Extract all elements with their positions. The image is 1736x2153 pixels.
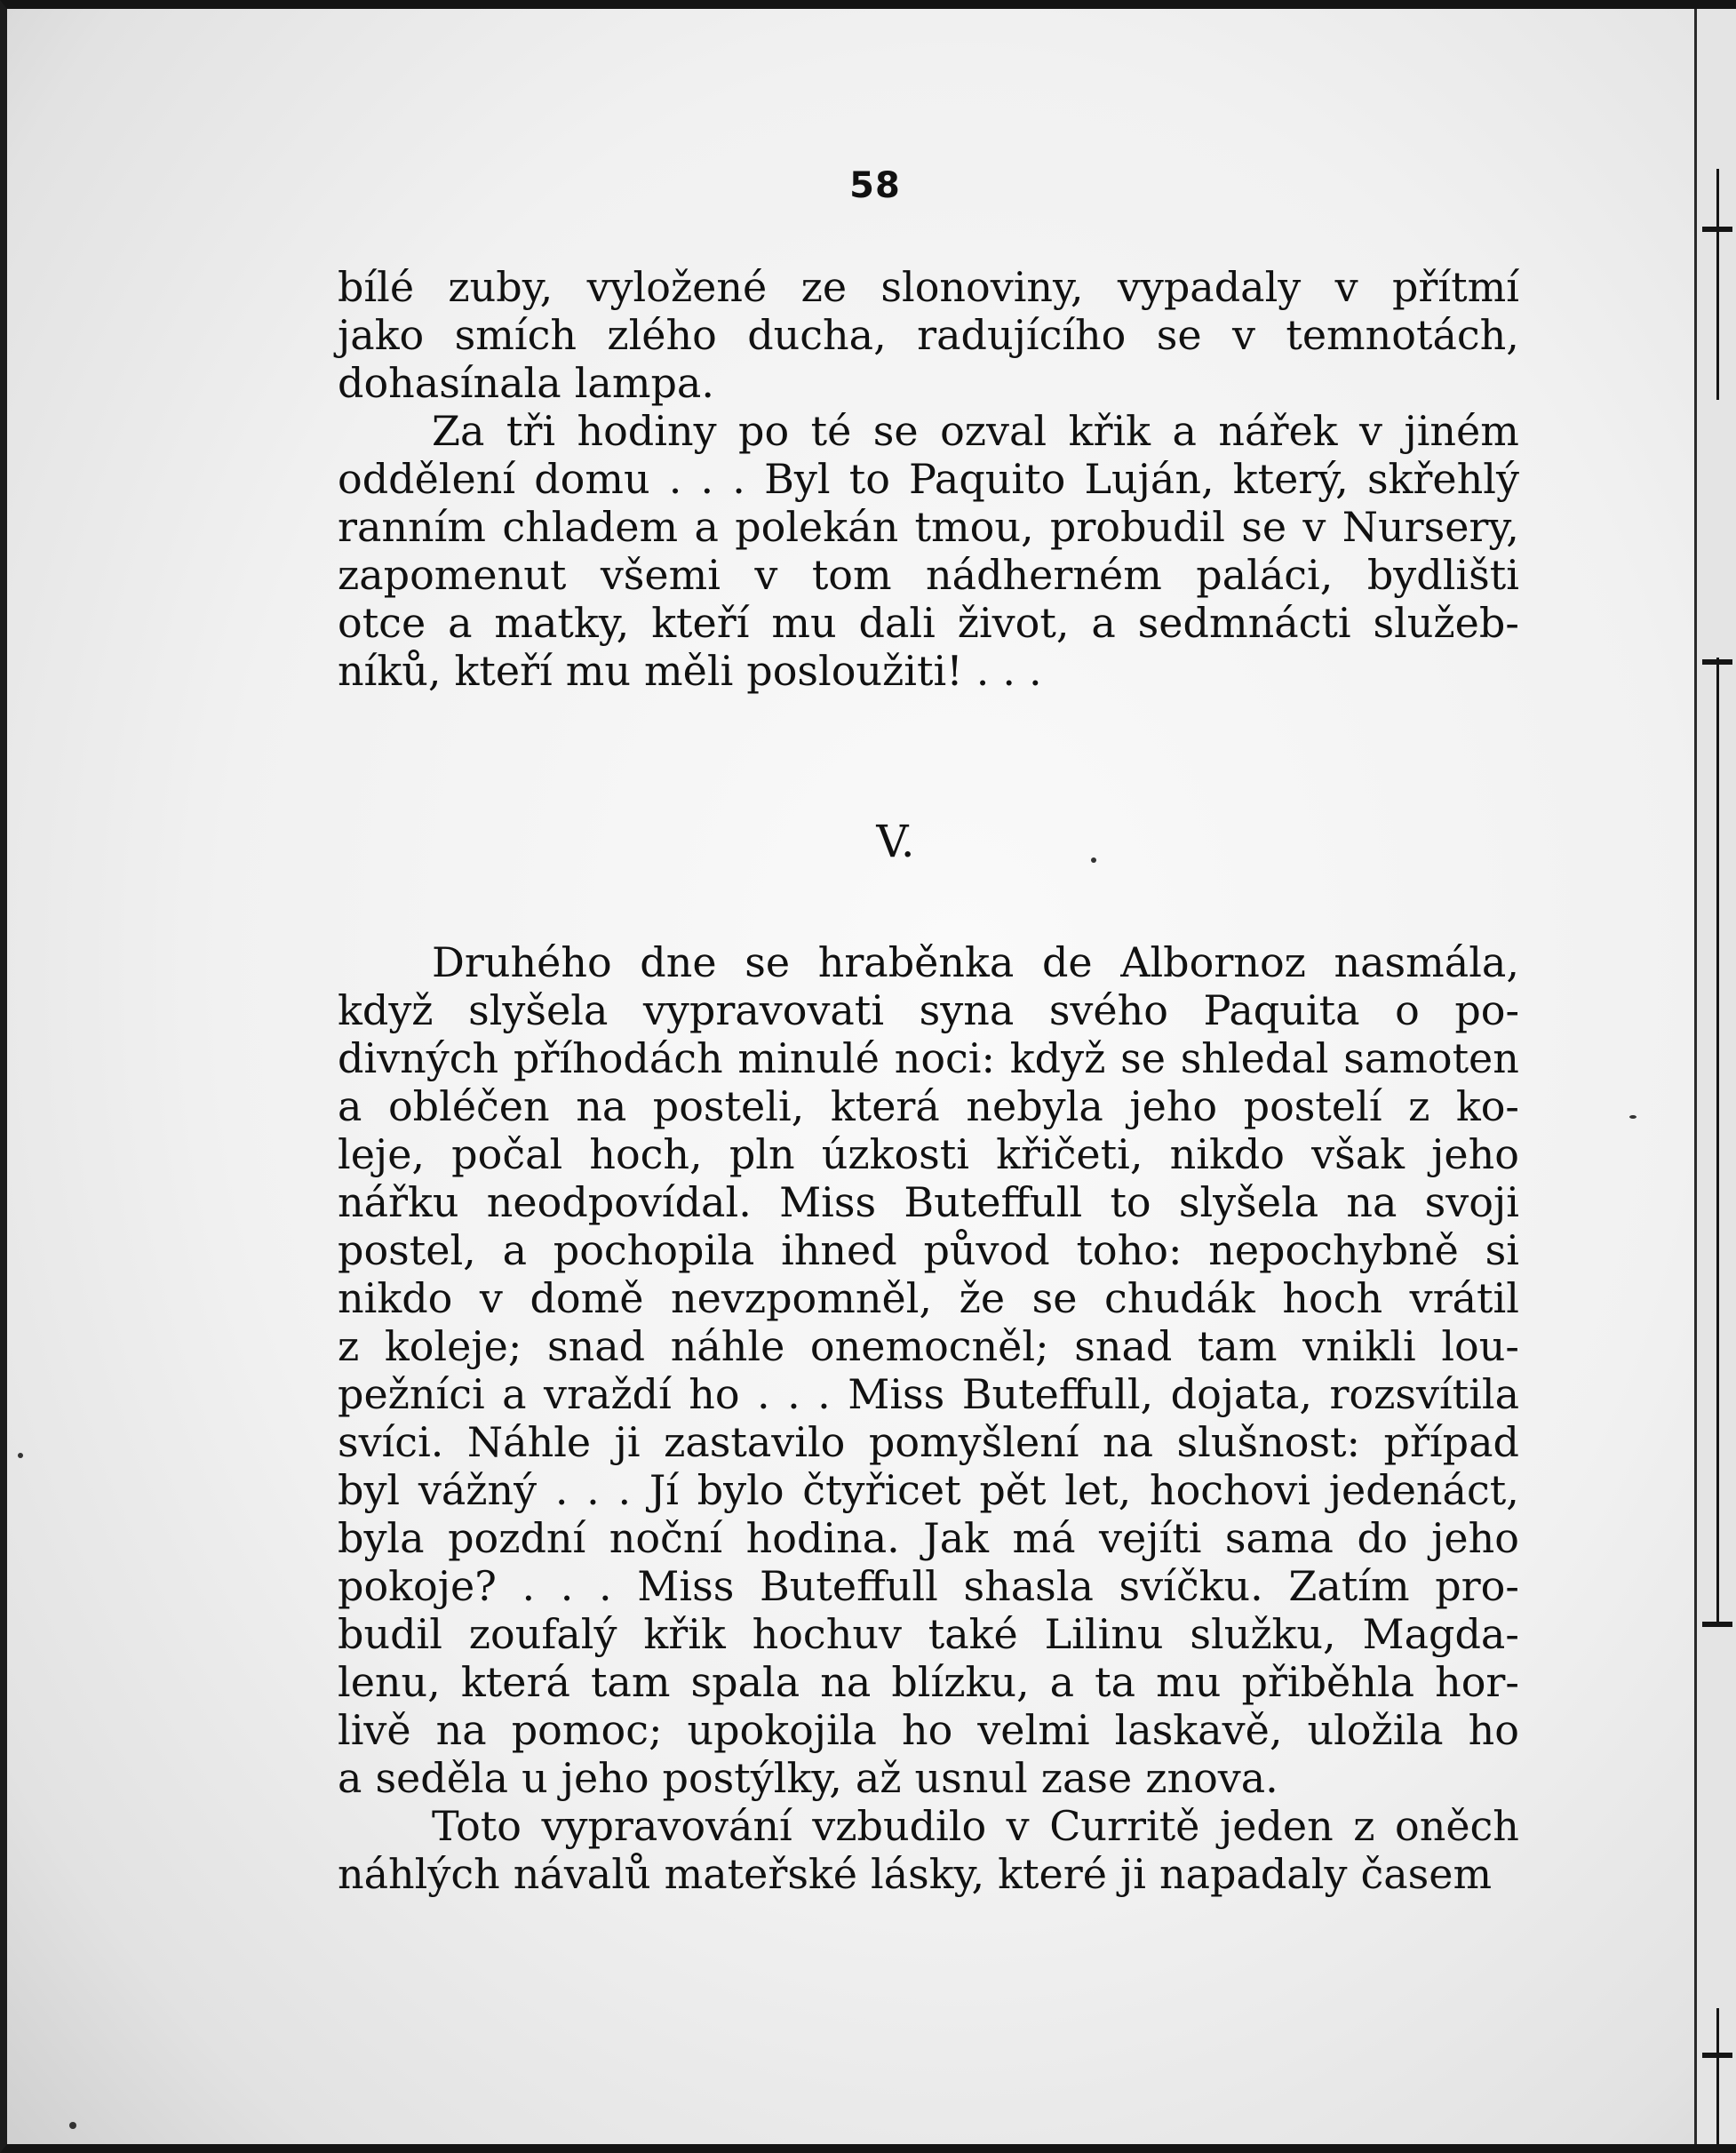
text-line: byl vážný . . . Jí bylo čtyřicet pět let, hochovi jedenáct, [338, 1466, 1519, 1514]
paragraph [338, 1802, 1519, 1898]
text-line: otce a matky, kteří mu dali život, a sedmnácti služeb- [338, 599, 1519, 647]
text-line: níků, kteří mu měli posloužiti! . . . [338, 647, 1042, 695]
text-line: jako smích zlého ducha, radujícího se v temnotách, [338, 311, 1519, 359]
text-line: postel, a pochopila ihned původ toho: nepochybně si [338, 1226, 1519, 1274]
text-line: když slyšela vypravovati syna svého Paquita o po- [338, 986, 1519, 1034]
text-line: byla pozdní noční hodina. Jak má vejíti sama do jeho [338, 1514, 1519, 1562]
text-line: Za tři hodiny po té se ozval křik a nářek v jiném [432, 407, 1519, 455]
text-line: Druhého dne se hraběnka de Albornoz nasmála, [432, 938, 1519, 986]
page-edge-band [1694, 9, 1736, 2144]
text-line: divných příhodách minulé noci: když se shledal samoten [338, 1034, 1519, 1082]
paper-speck [18, 1453, 23, 1458]
edge-tick [1702, 227, 1732, 232]
text-line: livě na pomoc; upokojila ho velmi laskavě, uložila ho [338, 1706, 1519, 1754]
edge-tick [1702, 659, 1732, 665]
text-line: nikdo v domě nevzpomněl, že se chudák hoch vrátil [338, 1274, 1519, 1322]
text-line: pokoje? . . . Miss Buteffull shasla svíčku. Zatím pro- [338, 1562, 1519, 1610]
paper-speck [1629, 1115, 1636, 1119]
paper-speck [69, 2122, 76, 2129]
edge-tick [1702, 2053, 1732, 2058]
text-line: lenu, která tam spala na blízku, a ta mu přiběhla hor- [338, 1658, 1519, 1706]
text-line: náhlých návalů mateřské lásky, které ji napadaly časem [338, 1850, 1493, 1898]
edge-tick [1702, 1622, 1732, 1627]
text-line: ranním chladem a polekán tmou, probudil se v Nursery, [338, 503, 1519, 551]
page-number: 58 [849, 165, 901, 206]
paragraph [338, 407, 1519, 695]
text-line: Toto vypravování vzbudilo v Curritě jeden z oněch [432, 1802, 1519, 1850]
paragraph [338, 263, 1519, 407]
text-line: a obléčen na posteli, která nebyla jeho postelí z ko- [338, 1082, 1519, 1130]
paragraph [338, 938, 1519, 1802]
text-block-bottom [338, 938, 1519, 1898]
chapter-heading: V. [876, 816, 915, 867]
text-block-top [338, 263, 1519, 695]
text-line: svíci. Náhle ji zastavilo pomyšlení na slušnost: případ [338, 1418, 1519, 1466]
text-line: a seděla u jeho postýlky, až usnul zase znova. [338, 1754, 1278, 1802]
text-line: bílé zuby, vyložené ze slonoviny, vypadaly v přítmí [338, 263, 1519, 311]
text-line: oddělení domu . . . Byl to Paquito Luján, který, skřehlý [338, 455, 1519, 503]
text-line: dohasínala lampa. [338, 359, 714, 407]
text-line: leje, počal hoch, pln úzkosti křičeti, nikdo však jeho [338, 1130, 1519, 1178]
text-line: zapomenut všemi v tom nádherném paláci, bydlišti [338, 551, 1519, 599]
text-line: z koleje; snad náhle onemocněl; snad tam vnikli lou- [338, 1322, 1519, 1370]
edge-rule-middle [1716, 658, 1719, 1626]
edge-rule-lower [1716, 2008, 1719, 2150]
text-line: pežníci a vraždí ho . . . Miss Buteffull, dojata, rozsvítila [338, 1370, 1519, 1418]
text-line: budil zoufalý křik hochuv také Lilinu služku, Magda- [338, 1610, 1519, 1658]
text-line: nářku neodpovídal. Miss Buteffull to slyšela na svoji [338, 1178, 1519, 1226]
